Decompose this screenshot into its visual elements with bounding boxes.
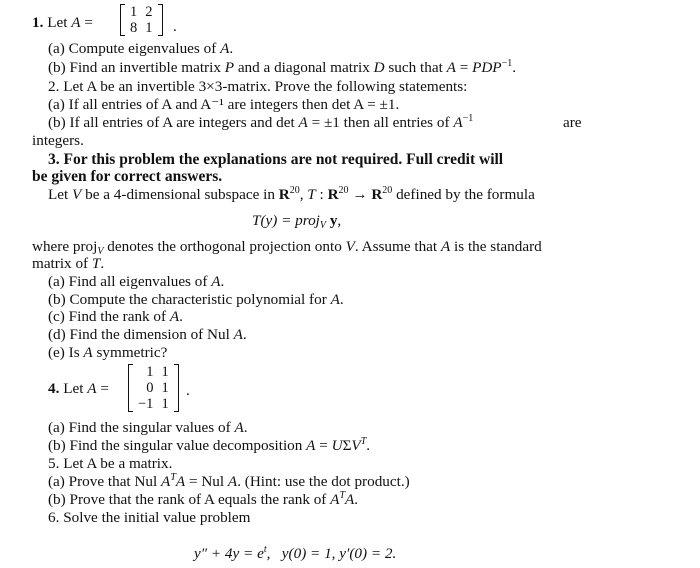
problem-2b-cont	[32, 132, 84, 150]
problem-5-text: 5. Let A be a matrix.	[48, 455, 173, 472]
problem-5b-text: (b) Prove that the rank of A equals the rank of	[48, 491, 327, 508]
ode-equation: $y'' + 4y = e^t$, y(0) = 1, y′(0) = 2.	[194, 544, 397, 562]
matrix-4	[128, 364, 179, 412]
problem-2a	[48, 96, 399, 114]
problem-3-title-text: be given for correct answers.	[32, 168, 223, 185]
problem-3-text: denotes the orthogonal projection onto	[107, 238, 342, 255]
problem-3-text: where proj	[32, 238, 98, 255]
initial-condition-1: y(0) = 1,	[281, 545, 336, 562]
problem-4a-text: (a) Find the singular values of	[48, 419, 231, 436]
problem-1a-text: (a) Compute eigenvalues of	[48, 40, 217, 57]
problem-1a: (a) Compute eigenvalues of A.	[48, 40, 234, 57]
problem-1b-eq: PDP	[472, 59, 502, 76]
problem-4-number: 4.	[48, 380, 60, 397]
problem-1b: (b) Find an invertible matrix P and a diagonal matrix D such that $A = PDP^{-1}$.	[48, 58, 517, 76]
problem-2b-text: then all entries of	[343, 114, 450, 131]
problem-4b-text: (b) Find the singular value decomposition	[48, 437, 303, 454]
problem-3-text: matrix of	[32, 255, 89, 272]
problem-1b-text: such that	[388, 59, 443, 76]
formula-text: T(y) = proj	[252, 212, 320, 229]
problem-3-intro: Let V be a 4-dimensional subspace in $R^{20}$, T : $R^{20} \to R^{20}$ defined by the formula	[48, 185, 535, 203]
problem-3e-text: symmetric?	[96, 344, 168, 361]
problem-3-text: . Assume that	[354, 238, 438, 255]
problem-3e: (e) Is A symmetric?	[48, 344, 168, 361]
projection-formula: T(y) = proj$_V$ y,	[252, 212, 342, 231]
matrix-1-cell: 2	[145, 4, 153, 20]
matrix-4-cell: 0	[146, 380, 154, 396]
problem-3-text: is the standard	[454, 238, 542, 255]
problem-3d: (d) Find the dimension of Nul A.	[48, 326, 247, 343]
initial-condition-2: y′(0) = 2.	[339, 545, 397, 562]
problem-3-text: defined by the formula	[396, 186, 535, 203]
problem-6-text: 6. Solve the initial value problem	[48, 509, 251, 526]
problem-5-header	[48, 455, 172, 473]
problem-3a: (a) Find all eigenvalues of A.	[48, 273, 225, 290]
problem-3c-text: (c) Find the rank of	[48, 308, 167, 325]
problem-2b-text: integers.	[32, 132, 84, 149]
problem-3-text: be a 4-dimensional subspace in	[85, 186, 275, 203]
problem-4b: (b) Find the singular value decomposition $A = U\Sigma V^T$.	[48, 436, 371, 454]
problem-4-header: 4. Let A =	[48, 380, 109, 397]
problem-3b-text: (b) Compute the characteristic polynomial for	[48, 291, 327, 308]
problem-3-text: Let	[48, 186, 69, 203]
ode-text: y″ + 4y = e	[194, 545, 264, 562]
matrix-4-cell: 1	[161, 364, 169, 380]
let-word: Let	[63, 380, 84, 397]
problem-2b-text: are	[563, 114, 582, 131]
problem-4a: (a) Find the singular values of A.	[48, 419, 248, 436]
matrix-1-cell: 8	[130, 20, 138, 36]
matrix-4-cell: 1	[161, 396, 169, 412]
problem-2a-text: (a) If all entries of A and A⁻¹ are integers then det A = ±1.	[48, 96, 400, 113]
problem-6-header	[48, 509, 250, 527]
matrix-4-cell: −1	[138, 396, 154, 412]
problem-3d-text: (d) Find the dimension of Nul	[48, 326, 230, 343]
problem-5b: (b) Prove that the rank of A equals the rank of $A^TA$.	[48, 490, 359, 508]
problem-3a-text: (a) Find all eigenvalues of	[48, 273, 208, 290]
homework-page: 1. Let A = 1 2 8 1 . (a) Compute eigenvalues of A. (b) Find an invertible matrix P and a diagonal matrix D such that $A = PDP^{-1}$. 2. Let A be an invertible 3×3-matrix. Prove the following statements: (a) If all entries of A and A⁻¹ are integers then det A = ±1. (b) If all entries of A are integers and det A = ±1 then all entries of $A^{-1}$ are integers. 3. For this problem the explanations are not required. Full credit will be given for correct answers. Let V be a 4-dimensional subspace in $R^{20}$, T : $R^{20} \to R^{20}$ defined by the formula T(y) = proj$_V$ y, where proj$_V$ denotes the orthogonal projection onto V. Assume that A is the standard matrix of T. (a) Find all eigenvalues of A. (b) Compute the characteristic polynomial for A. (c) Find the rank of A. (d) Find the dimension of Nul A. (e) Is A symmetric? 4. Let A = 1 1 0 1 −1 1 . (a) Find the singular values of A. (b) Find the singular value decomposition $A = U\Sigma V^T$. 5. Let A be a matrix. (a) Prove that Nul $A^TA$ = Nul A. (Hint: use the dot product.) (b) Prove that the rank of A equals the rank of $A^TA$. 6. Solve the initial value problem $y'' + 4y = e^t$, y(0) = 1, y′(0) = 2.	[32, 4, 582, 562]
problem-1-header: 1. Let A =	[32, 14, 93, 31]
matrix-1-cell: 1	[145, 20, 153, 36]
problem-2b-text: (b) If all entries of A are integers and det	[48, 114, 295, 131]
matrix-4-cell: 1	[146, 364, 154, 380]
problem-2b: (b) If all entries of A are integers and det A = ±1 then all entries of $A^{-1}$	[48, 113, 474, 131]
problem-3-matrixof: matrix of T.	[32, 255, 105, 272]
problem-1-number: 1.	[32, 14, 44, 31]
matrix-1	[120, 4, 163, 36]
problem-3e-text: (e) Is	[48, 344, 80, 361]
let-word: Let	[47, 14, 68, 31]
problem-2-header	[48, 78, 467, 96]
problem-3-title-cont	[32, 168, 222, 186]
problem-3c: (c) Find the rank of A.	[48, 308, 183, 325]
problem-2-text: 2. Let A be an invertible 3×3-matrix. Prove the following statements:	[48, 78, 468, 95]
problem-1b-text: (b) Find an invertible matrix	[48, 59, 221, 76]
problem-3-title	[48, 151, 503, 169]
matrix-4-cell: 1	[161, 380, 169, 396]
problem-3-where: where proj$_V$ denotes the orthogonal projection onto V. Assume that A is the standard	[32, 238, 542, 257]
problem-5a: (a) Prove that Nul $A^TA$ = Nul A. (Hint: use the dot product.)	[48, 472, 410, 490]
problem-3b: (b) Compute the characteristic polynomial for A.	[48, 291, 344, 308]
matrix-1-cell: 1	[130, 4, 138, 20]
problem-3-title-text: 3. For this problem the explanations are not required. Full credit will	[48, 151, 504, 168]
problem-5a-text: (a) Prove that Nul	[48, 473, 158, 490]
problem-2b-are	[563, 114, 582, 132]
problem-1b-text: and a diagonal matrix	[237, 59, 370, 76]
problem-5a-text: (Hint: use the dot product.)	[244, 473, 410, 490]
